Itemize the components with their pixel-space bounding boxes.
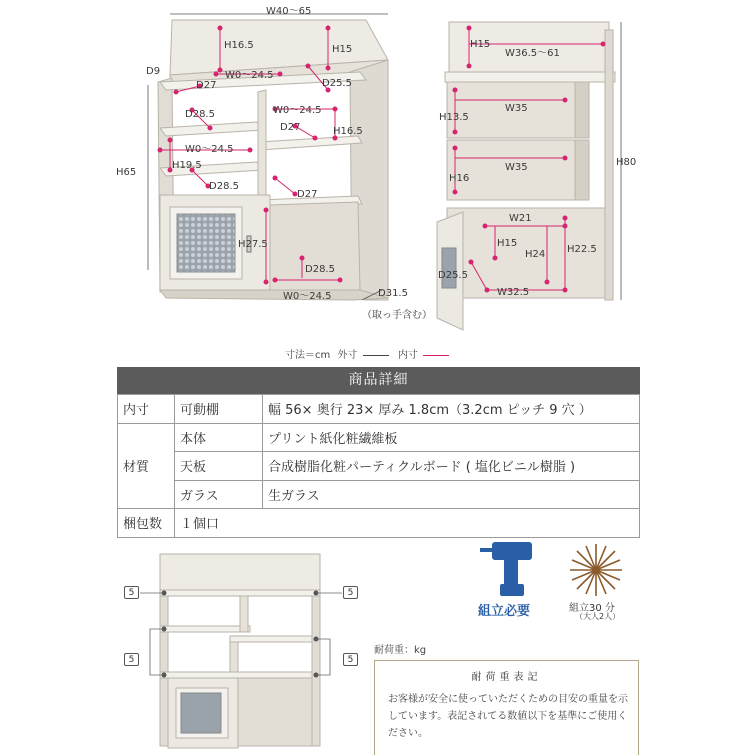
spec-cell-sub: 本体: [175, 423, 263, 452]
rdim-w32-5: W32.5: [497, 287, 530, 298]
outer-arrow-icon: [363, 355, 389, 356]
table-row: [118, 423, 640, 452]
load-note-body: お客様が安全に使っていただくための目安の重量を示しています。表記されてる数値以下を基準にご使用ください。: [388, 694, 628, 739]
dim-d9: D9: [146, 66, 161, 77]
rdim-w35-b: W35: [505, 162, 528, 173]
load-tag: 5: [343, 586, 358, 599]
spec-title: 商品詳細: [117, 367, 640, 394]
dim-h15: H15: [332, 44, 353, 55]
spec-cell-value: １個口: [175, 509, 640, 538]
dim-h65: H65: [116, 167, 137, 178]
spec-cell-value: 幅 56× 奥行 23× 厚み 1.8cm（3.2cm ピッチ 9 穴 ）: [263, 395, 640, 424]
spec-cell-label: 内寸: [118, 395, 175, 424]
spec-cell-label: 材質: [118, 423, 175, 509]
dim-d27-c: D27: [297, 189, 318, 200]
table-row: [118, 452, 640, 481]
dim-w0-24-5-b: W0〜24.5: [273, 105, 322, 116]
spec-cell-value: プリント紙化粧繊維板: [263, 423, 640, 452]
load-tag: 5: [124, 586, 139, 599]
dim-d28-5-a: D28.5: [185, 109, 215, 120]
legend-inner: 内寸: [397, 350, 418, 361]
dim-d28-5-b: D28.5: [209, 181, 239, 192]
dim-h16-5-b: H16.5: [333, 126, 363, 137]
spec-cell-value: 合成樹脂化粧パーティクルボード ( 塩化ビニル樹脂 ): [263, 452, 640, 481]
dim-d27-a: D27: [196, 80, 217, 91]
handle-note: （取っ手含む）: [362, 310, 432, 321]
dim-d31-5: D31.5: [378, 288, 408, 299]
legend-outer: 外寸: [337, 350, 358, 361]
inner-line-icon: [423, 355, 449, 356]
table-row: [118, 480, 640, 509]
spec-cell-sub: 可動棚: [175, 395, 263, 424]
spec-cell-sub: 天板: [175, 452, 263, 481]
load-diagram: [120, 550, 365, 755]
drill-icon: [476, 540, 546, 600]
dim-width-outer: W40〜65: [266, 6, 312, 17]
assembly-people: （大人2人）: [575, 612, 621, 621]
rdim-h80: H80: [616, 157, 637, 168]
rdim-w35-a: W35: [505, 103, 528, 114]
dim-d28-5-c: D28.5: [305, 264, 335, 275]
rdim-h15-b: H15: [497, 238, 518, 249]
rdim-d25-5: D25.5: [438, 270, 468, 281]
dim-w0-24-5-a: W0〜24.5: [225, 70, 274, 81]
rdim-h16: H16: [449, 173, 470, 184]
rdim-h15: H15: [470, 39, 491, 50]
spec-cell-label: 梱包数: [118, 509, 175, 538]
assembly-time: 組立30 分: [569, 603, 615, 614]
spec-cell-sub: ガラス: [175, 480, 263, 509]
table-row: [118, 395, 640, 424]
load-note-heading: 耐荷重表記: [471, 672, 542, 683]
clock-icon: [568, 542, 624, 598]
rdim-h24: H24: [525, 249, 546, 260]
load-tag: 5: [124, 653, 139, 666]
dimension-legend: [285, 346, 449, 361]
rdim-w21: W21: [509, 213, 532, 224]
spec-cell-value: 生ガラス: [263, 480, 640, 509]
load-tag: 5: [343, 653, 358, 666]
legend-unit: 寸法＝cm: [285, 350, 331, 361]
assembly-required-label: 組立必要: [478, 604, 531, 619]
rdim-h13-5: H13.5: [439, 112, 469, 123]
dim-d27-b: D27: [280, 122, 301, 133]
dim-h19-5: H19.5: [172, 160, 202, 171]
dim-h27-5: H27.5: [238, 239, 268, 250]
rdim-h22-5: H22.5: [567, 244, 597, 255]
dim-w0-24-5-c: W0〜24.5: [185, 144, 234, 155]
dim-h16-5: H16.5: [224, 40, 254, 51]
spec-table: [117, 394, 640, 538]
rdim-w36-61: W36.5〜61: [505, 48, 560, 59]
dim-w0-24-5-d: W0〜24.5: [283, 291, 332, 302]
table-row: [118, 509, 640, 538]
load-unit-label: 耐荷重：kg: [374, 645, 427, 656]
dim-d25-5: D25.5: [322, 78, 352, 89]
